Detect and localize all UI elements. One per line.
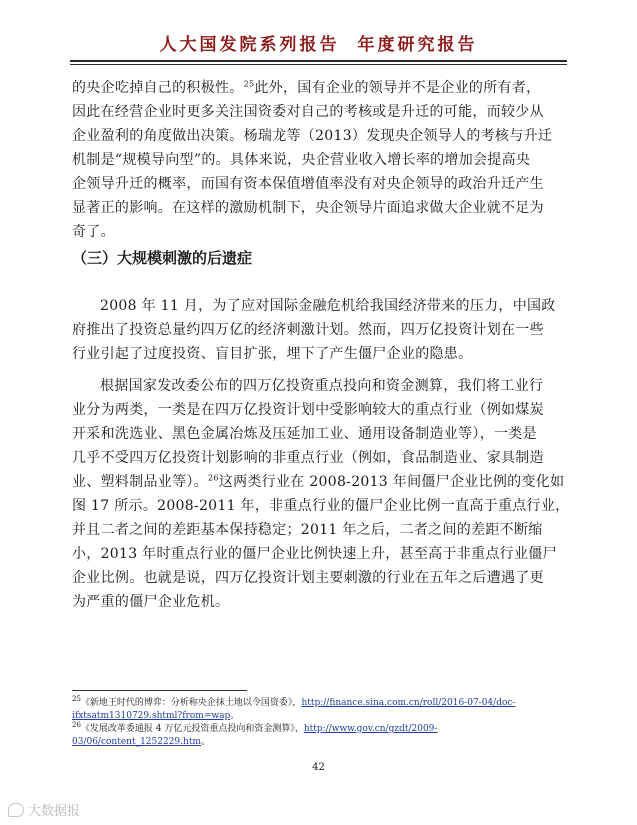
footnote-number: 26 — [72, 721, 81, 729]
text-line: 根据国家发改委公布的四万亿投资重点投向和资金测算，我们将工业行 — [100, 378, 544, 394]
footnote-text: 《新地王时代的博弈：分析称央企抹土地以令国资委》， — [80, 698, 302, 708]
text-line: 小，2013 年时重点行业的僵尸企业比例快速上升，甚至高于非重点行业僵尸 — [72, 546, 557, 562]
text-line: 企业盈利的角度做出决策。杨瑞龙等（2013）发现央企领导人的考核与升迁 — [72, 128, 553, 144]
footnote-26: $^{26}$《发展改革委通报 4 万亿元投资重点投向和资金测算》，http://www.gov.cn/gzdt/2009- 03/06/content_1252229.htm。 — [72, 721, 438, 747]
text-line: 图 17 所示。2008-2011 年，非重点行业的僵尸企业比例一直高于重点行业， — [72, 498, 570, 514]
paragraph-2 — [72, 294, 568, 366]
paragraph-1 — [72, 76, 568, 244]
footnote-25: $^{25}$《新地王时代的博弈：分析称央企抹土地以令国资委》，http://finance.sina.com.cn/roll/2016-07-04/doc- ifxtsatm1310729.shtml?from=wap。 — [72, 695, 516, 721]
text-line: 并且二者之间的差距基本保持稳定；2011 年之后，二者之间的差距不断缩 — [72, 522, 543, 538]
footnote-text: 《发展改革委通报 4 万亿元投资重点投向和资金测算》， — [80, 724, 304, 734]
footnote-link[interactable]: http://www.gov.cn/gzdt/2009- — [303, 724, 438, 734]
footnote-ref-26[interactable]: 26 — [208, 473, 219, 483]
text-line: 机制是“规模导向型”的。具体来说，央企营业收入增长率的增加会提高央 — [72, 152, 531, 168]
footnote-number: 25 — [72, 695, 81, 703]
text-line: 行业引起了过度投资、盲目扩张，埋下了产生僵尸企业的隐患。 — [72, 346, 473, 362]
text-line: 业、塑料制品业等）。$^{26}$这两类行业在 2008-2013 年间僵尸企业比例的变化如 — [72, 473, 565, 490]
text-line: 开采和洗选业、黑色金属冶炼及压延加工业、通用设备制造业等），一类是 — [72, 426, 537, 442]
text-line: 业分为两类，一类是在四万亿投资计划中受影响较大的重点行业（例如煤炭 — [72, 402, 544, 418]
text-line: 显著正的影响。在这样的激励机制下，央企领导片面追求做大企业就不足为 — [72, 200, 544, 216]
text-line: 企领导升迁的概率，而国有资本保值增值率没有对央企领导的政治升迁产生 — [72, 176, 544, 192]
header-rule-thin — [70, 64, 567, 65]
footnote-ref-25[interactable]: 25 — [243, 79, 255, 89]
page-number: 42 — [312, 762, 325, 773]
watermark — [8, 800, 80, 819]
header-rule-thick — [70, 60, 567, 62]
section-title: （三）大规模刺激的后遗症 — [72, 249, 253, 267]
footnote-separator — [72, 690, 247, 691]
text-line: 的央企吃掉自己的积极性。$^{25}$此外，国有企业的领导并不是企业的所有者， — [72, 79, 541, 96]
header-series-title: 人大国发院系列报告 — [159, 35, 340, 55]
footnote-link-cont[interactable]: ifxtsatm1310729.shtml?from=wap — [72, 711, 231, 721]
watermark-text: 大数据报 — [28, 804, 81, 819]
header-report-type: 年度研究报告 — [357, 35, 478, 55]
chat-bubble-icon — [8, 803, 24, 817]
text-line: 因此在经营企业时更多关注国资委对自己的考核或是升迁的可能，而较少从 — [72, 104, 544, 120]
text-line: 企业比例。也就是说，四万亿投资计划主要刺激的行业在五年之后遭遇了更 — [72, 570, 544, 586]
footnote-link[interactable]: http://finance.sina.com.cn/roll/2016-07-04/doc- — [301, 698, 516, 708]
text-line: 为严重的僵尸企业危机。 — [72, 594, 230, 610]
text-line: 几乎不受四万亿投资计划影响的非重点行业（例如，食品制造业、家具制造 — [72, 450, 544, 466]
text-line: 奇了。 — [72, 224, 115, 240]
running-header — [0, 30, 637, 62]
footnote-link-cont[interactable]: 03/06/content_1252229.htm — [72, 737, 201, 747]
paragraph-3 — [72, 374, 568, 614]
text-line: 府推出了投资总量约四万亿的经济刺激计划。然而，四万亿投资计划在一些 — [72, 322, 544, 338]
text-line: 2008 年 11 月，为了应对国际金融危机给我国经济带来的压力，中国政 — [100, 298, 556, 314]
